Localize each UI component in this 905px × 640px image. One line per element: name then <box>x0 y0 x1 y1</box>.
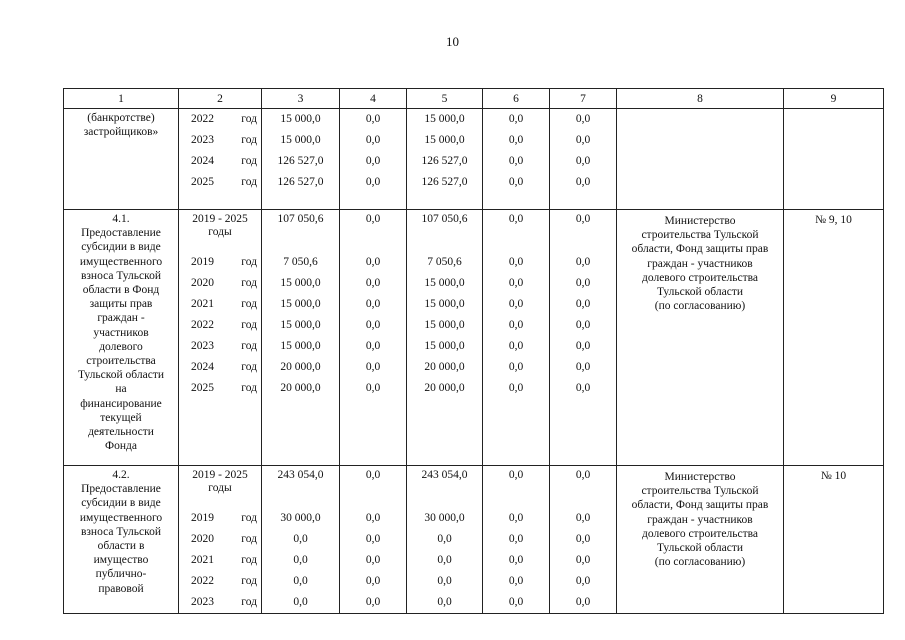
value: 0,0 <box>365 277 381 289</box>
year-value: 2022 <box>191 575 214 587</box>
value: 0,0 <box>508 155 524 167</box>
value: 0,0 <box>508 256 524 268</box>
year-value: 2025 <box>191 382 214 394</box>
year-line <box>179 273 261 294</box>
value: 0,0 <box>365 113 381 125</box>
year-line <box>179 294 261 315</box>
year-line <box>179 357 261 378</box>
year-value: 2020 <box>191 277 214 289</box>
value: 0,0 <box>365 155 381 167</box>
value: 15 000,0 <box>280 298 321 310</box>
value: 0,0 <box>575 382 591 394</box>
year-unit: год <box>241 176 257 188</box>
value: 15 000,0 <box>280 319 321 331</box>
value: 30 000,0 <box>424 512 465 524</box>
value: 0,0 <box>575 512 591 524</box>
value: 0,0 <box>365 596 381 608</box>
value: 0,0 <box>508 319 524 331</box>
value: 126 527,0 <box>277 155 324 167</box>
total-value: 107 050,6 <box>277 213 324 225</box>
year-value: 2022 <box>191 319 214 331</box>
value: 0,0 <box>575 298 591 310</box>
year-line <box>179 109 261 130</box>
value: 0,0 <box>365 512 381 524</box>
value-col4-cell <box>340 109 407 210</box>
total-value: 0,0 <box>365 213 381 225</box>
value: 0,0 <box>575 277 591 289</box>
total-value: 243 054,0 <box>277 469 324 481</box>
header-cell-4: 4 <box>340 89 407 109</box>
value: 0,0 <box>508 176 524 188</box>
value: 15 000,0 <box>280 113 321 125</box>
measure-name: (банкротстве) застройщиков» <box>83 112 159 139</box>
value: 0,0 <box>365 134 381 146</box>
value: 0,0 <box>575 575 591 587</box>
value: 0,0 <box>293 596 308 608</box>
value: 0,0 <box>437 533 452 545</box>
header-cell-5: 5 <box>407 89 483 109</box>
value: 0,0 <box>365 298 381 310</box>
year-unit: год <box>241 155 257 167</box>
header-cell-3: 3 <box>262 89 340 109</box>
value: 0,0 <box>293 533 308 545</box>
value: 7 050,6 <box>427 256 462 268</box>
value-col7-cell <box>550 109 617 210</box>
year-unit: год <box>241 298 257 310</box>
value-col6-cell <box>483 109 550 210</box>
value: 0,0 <box>365 340 381 352</box>
value: 15 000,0 <box>424 113 465 125</box>
value: 0,0 <box>508 340 524 352</box>
table-row-block-b <box>64 210 884 466</box>
indicator-ref: № 10 <box>820 470 847 482</box>
value: 15 000,0 <box>424 298 465 310</box>
year-value: 2019 <box>191 512 214 524</box>
value: 0,0 <box>575 596 591 608</box>
total-value: 0,0 <box>365 469 381 481</box>
year-value: 2024 <box>191 155 214 167</box>
value: 15 000,0 <box>424 319 465 331</box>
value-col3-cell <box>262 109 340 210</box>
header-cell-9: 9 <box>784 89 884 109</box>
value-col7-cell <box>550 466 617 614</box>
value: 0,0 <box>293 575 308 587</box>
year-value: 2022 <box>191 113 214 125</box>
value-col4-cell <box>340 466 407 614</box>
year-value: 2023 <box>191 134 214 146</box>
value: 0,0 <box>365 554 381 566</box>
page-number: 10 <box>446 34 459 49</box>
year-value: 2019 <box>191 256 214 268</box>
year-line <box>179 529 261 550</box>
year-unit: год <box>241 512 257 524</box>
period-total: 2019 - 2025 годы <box>192 213 248 238</box>
program-table <box>63 88 884 614</box>
value: 15 000,0 <box>280 340 321 352</box>
period-cell <box>179 109 262 210</box>
value: 20 000,0 <box>280 361 321 373</box>
value-col3-cell <box>262 466 340 614</box>
indicator-ref-cell <box>784 109 884 210</box>
value: 0,0 <box>508 298 524 310</box>
total-value: 0,0 <box>508 213 524 225</box>
value: 15 000,0 <box>424 340 465 352</box>
total-value: 243 054,0 <box>421 469 468 481</box>
executor-text: Министерство строительства Тульской области, Фонд защиты прав граждан - участников долевого строительства Тульской области (по согласованию) <box>631 215 769 313</box>
value: 0,0 <box>365 533 381 545</box>
measure-name-cell <box>64 466 179 614</box>
value: 0,0 <box>575 176 591 188</box>
year-unit: год <box>241 533 257 545</box>
value: 0,0 <box>508 575 524 587</box>
period-cell <box>179 466 262 614</box>
total-value: 107 050,6 <box>421 213 468 225</box>
total-value: 0,0 <box>508 469 524 481</box>
value: 0,0 <box>365 176 381 188</box>
value: 7 050,6 <box>283 256 318 268</box>
value: 0,0 <box>293 554 308 566</box>
value: 0,0 <box>575 533 591 545</box>
value: 0,0 <box>508 134 524 146</box>
year-line <box>179 151 261 172</box>
executor-cell <box>617 466 784 614</box>
year-unit: год <box>241 277 257 289</box>
value: 15 000,0 <box>424 277 465 289</box>
header-cell-8: 8 <box>617 89 784 109</box>
value: 0,0 <box>437 554 452 566</box>
value: 15 000,0 <box>280 277 321 289</box>
value: 0,0 <box>437 596 452 608</box>
year-value: 2025 <box>191 176 214 188</box>
measure-name: 4.1. Предоставление субсидии в виде имущественного взноса Тульской области в Фонд защиты прав граждан - участников долевого строительства Тульской области на финансирование текущей деятельности Фонда <box>77 213 164 453</box>
table-row-block-a <box>64 109 884 210</box>
value: 0,0 <box>508 554 524 566</box>
header-cell-6: 6 <box>483 89 550 109</box>
value: 0,0 <box>508 113 524 125</box>
value: 0,0 <box>508 361 524 373</box>
year-unit: год <box>241 256 257 268</box>
period-total: 2019 - 2025 годы <box>192 469 248 494</box>
year-value: 2024 <box>191 361 214 373</box>
indicator-ref-cell <box>784 210 884 466</box>
period-cell <box>179 210 262 466</box>
year-line <box>179 378 261 399</box>
year-unit: год <box>241 134 257 146</box>
year-unit: год <box>241 361 257 373</box>
year-value: 2023 <box>191 340 214 352</box>
year-line <box>179 315 261 336</box>
value: 0,0 <box>508 533 524 545</box>
value: 0,0 <box>365 361 381 373</box>
value: 0,0 <box>575 554 591 566</box>
value: 0,0 <box>437 575 452 587</box>
value: 0,0 <box>575 155 591 167</box>
year-line <box>179 550 261 571</box>
year-value: 2021 <box>191 554 214 566</box>
indicator-ref: № 9, 10 <box>815 214 852 226</box>
table-row-block-c <box>64 466 884 614</box>
value: 0,0 <box>508 512 524 524</box>
indicator-ref-cell <box>784 466 884 614</box>
year-line <box>179 130 261 151</box>
value: 20 000,0 <box>424 361 465 373</box>
value: 0,0 <box>508 277 524 289</box>
value: 126 527,0 <box>277 176 324 188</box>
executor-cell <box>617 210 784 466</box>
value-col4-cell <box>340 210 407 466</box>
value: 0,0 <box>575 256 591 268</box>
header-cell-2: 2 <box>179 89 262 109</box>
value: 0,0 <box>365 256 381 268</box>
value-col7-cell <box>550 210 617 466</box>
year-unit: год <box>241 340 257 352</box>
measure-name-cell <box>64 109 179 210</box>
value-col5-cell <box>407 466 483 614</box>
value: 0,0 <box>365 319 381 331</box>
header-row <box>64 89 884 109</box>
value: 126 527,0 <box>421 155 468 167</box>
value: 15 000,0 <box>424 134 465 146</box>
header-cell-7: 7 <box>550 89 617 109</box>
year-line <box>179 508 261 529</box>
executor-text: Министерство строительства Тульской области, Фонд защиты прав граждан - участников долевого строительства Тульской области (по согласованию) <box>631 471 769 569</box>
year-line <box>179 336 261 357</box>
year-unit: год <box>241 596 257 608</box>
year-value: 2023 <box>191 596 214 608</box>
value: 126 527,0 <box>421 176 468 188</box>
year-line <box>179 592 261 613</box>
value: 15 000,0 <box>280 134 321 146</box>
value: 0,0 <box>508 382 524 394</box>
value: 0,0 <box>365 382 381 394</box>
value-col3-cell <box>262 210 340 466</box>
value: 0,0 <box>575 113 591 125</box>
year-value: 2020 <box>191 533 214 545</box>
year-line <box>179 252 261 273</box>
value: 20 000,0 <box>424 382 465 394</box>
value-col6-cell <box>483 466 550 614</box>
year-unit: год <box>241 319 257 331</box>
year-unit: год <box>241 113 257 125</box>
value: 0,0 <box>508 596 524 608</box>
year-value: 2021 <box>191 298 214 310</box>
value: 0,0 <box>575 340 591 352</box>
value-col5-cell <box>407 210 483 466</box>
value: 20 000,0 <box>280 382 321 394</box>
executor-cell <box>617 109 784 210</box>
year-line <box>179 571 261 592</box>
value: 0,0 <box>365 575 381 587</box>
total-value: 0,0 <box>575 213 591 225</box>
total-value: 0,0 <box>575 469 591 481</box>
year-unit: год <box>241 382 257 394</box>
value: 0,0 <box>575 361 591 373</box>
value-col5-cell <box>407 109 483 210</box>
measure-name: 4.2. Предоставление субсидии в виде имущественного взноса Тульской области в имущество публично- правовой <box>79 469 163 595</box>
year-line <box>179 172 261 193</box>
measure-name-cell <box>64 210 179 466</box>
header-cell-1: 1 <box>64 89 179 109</box>
value: 0,0 <box>575 134 591 146</box>
year-unit: год <box>241 554 257 566</box>
value: 0,0 <box>575 319 591 331</box>
year-unit: год <box>241 575 257 587</box>
value-col6-cell <box>483 210 550 466</box>
value: 30 000,0 <box>280 512 321 524</box>
